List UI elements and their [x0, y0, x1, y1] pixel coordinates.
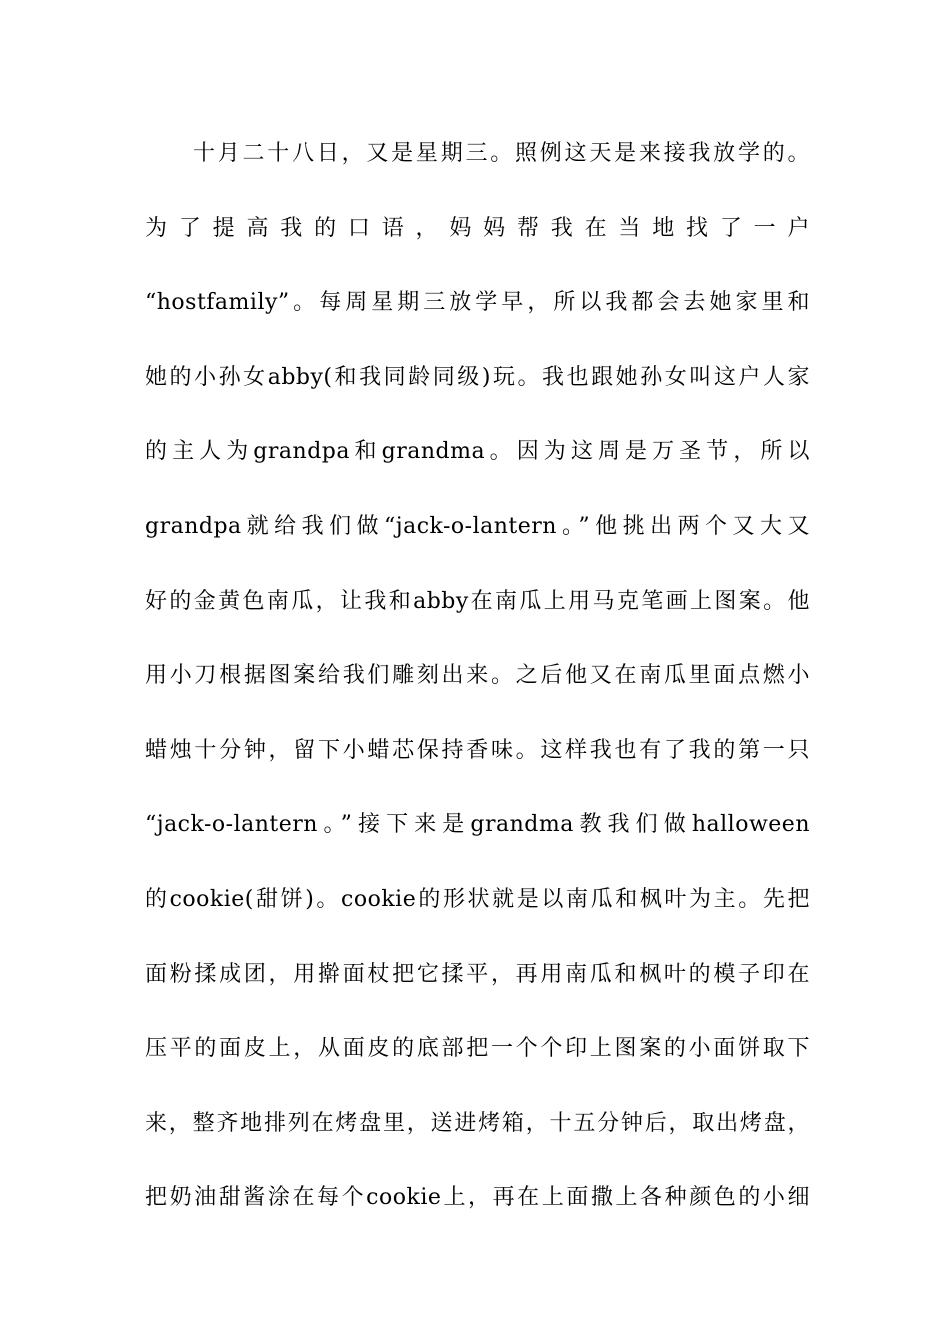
text-line: 为了提高我的口语，妈妈帮我在当地找了一户 — [145, 215, 810, 241]
text-line: 把奶油甜酱涂在每个cookie上，再在上面撒上各种颜色的小细 — [145, 1185, 810, 1211]
text-line: 蜡烛十分钟，留下小蜡芯保持香味。这样我也有了我的第一只 — [145, 737, 810, 763]
text-line: 来，整齐地排列在烤盘里，送进烤箱，十五分钟后，取出烤盘， — [145, 1110, 810, 1136]
text-line: 十月二十八日，又是星期三。照例这天是来接我放学的。 — [193, 141, 810, 166]
text-line: 她的小孙女abby(和我同龄同级)玩。我也跟她孙女叫这户人家 — [145, 364, 810, 390]
text-line: 的cookie(甜饼)。cookie的形状就是以南瓜和枫叶为主。先把 — [145, 886, 810, 912]
text-line: grandpa就给我们做“jack-o-lantern。”他挑出两个又大又 — [145, 513, 810, 539]
text-line: 用小刀根据图案给我们雕刻出来。之后他又在南瓜里面点燃小 — [145, 663, 810, 689]
essay-paragraph — [145, 132, 810, 1251]
text-line: 面粉揉成团，用擀面杖把它揉平，再用南瓜和枫叶的模子印在 — [145, 961, 810, 987]
text-line: 的主人为grandpa和grandma。因为这周是万圣节，所以 — [145, 439, 810, 465]
text-line: 好的金黄色南瓜，让我和abby在南瓜上用马克笔画上图案。他 — [145, 588, 810, 614]
text-line: 压平的面皮上，从面皮的底部把一个个印上图案的小面饼取下 — [145, 1036, 810, 1062]
text-line: “jack-o-lantern。”接下来是grandma教我们做halloween — [145, 812, 810, 838]
text-line: “hostfamily”。每周星期三放学早，所以我都会去她家里和 — [145, 290, 810, 316]
